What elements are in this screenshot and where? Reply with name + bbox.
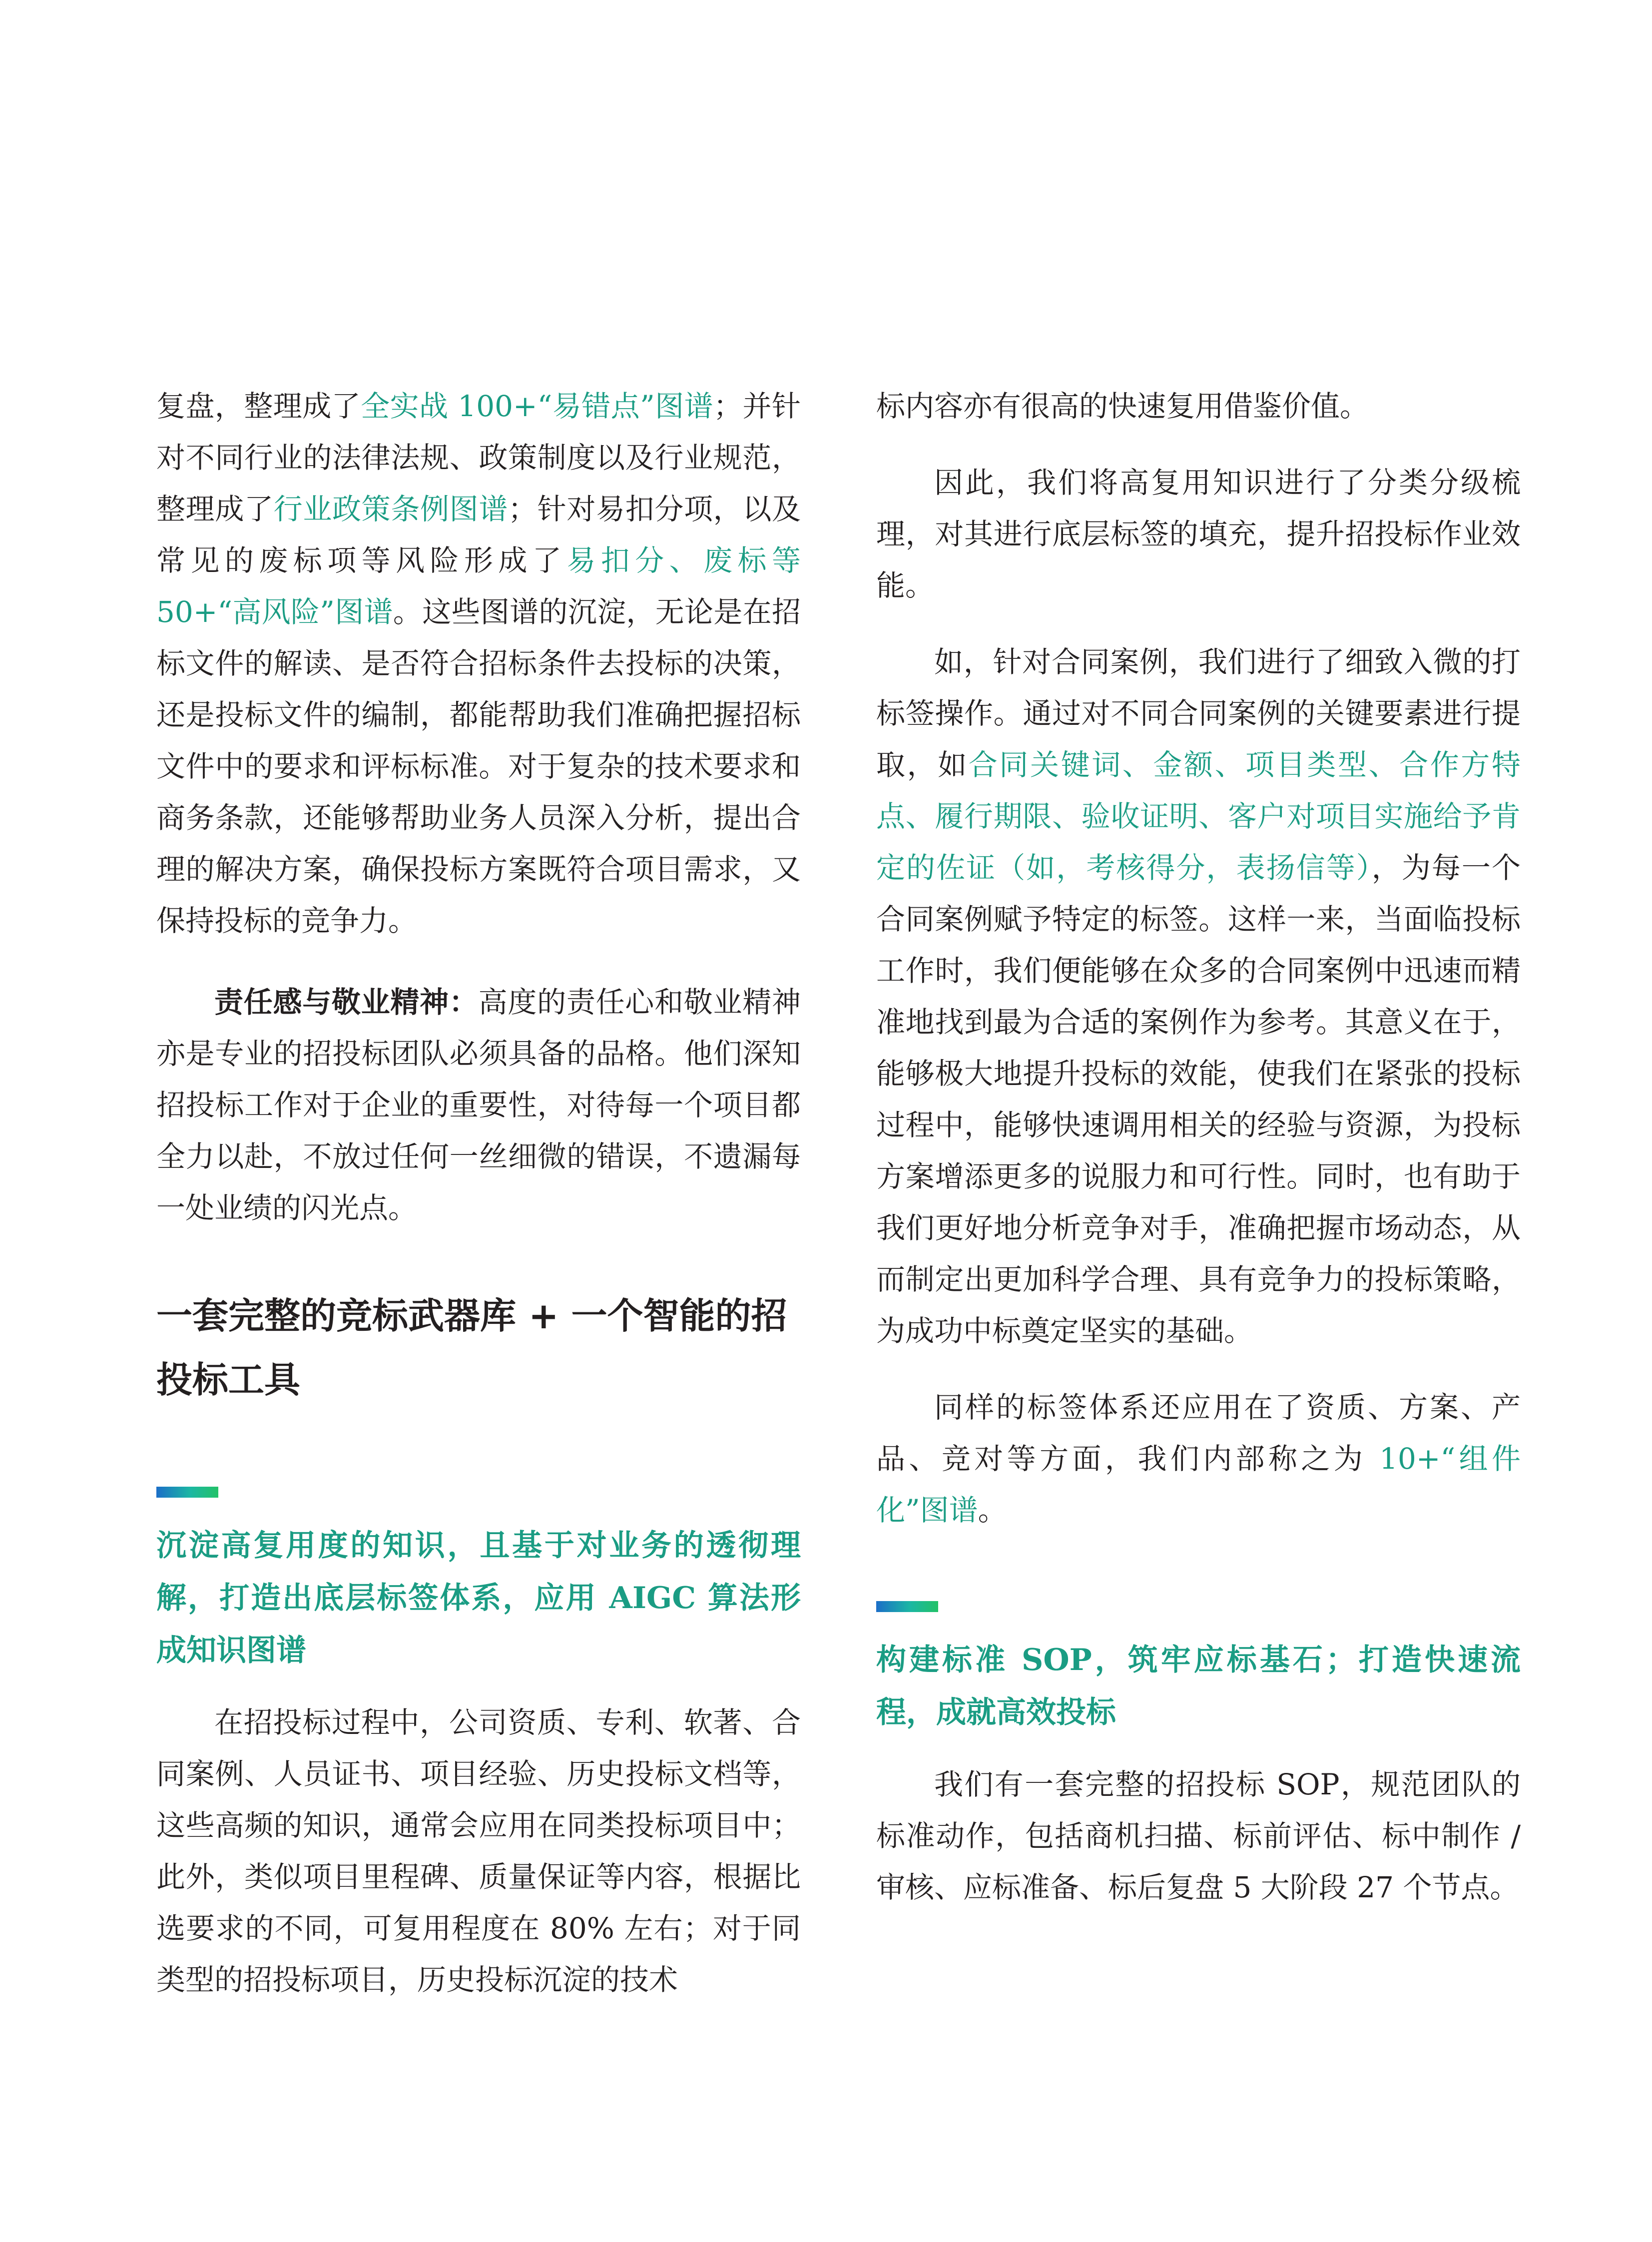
paragraph-responsibility [156,977,801,1234]
highlight-segment: 易扣分、废标等 50+“高风险”图谱 [156,544,801,629]
subheading-knowledge-graph: 沉淀高复用度的知识，且基于对业务的透彻理解，打造出底层标签体系，应用 AIGC 算法形成知识图谱 [156,1528,801,1668]
segment: ；针对易扣分项，以及常见的废标项等风险形成了 [156,492,801,577]
highlight-segment: 行业政策条例图谱 [273,492,508,526]
section-title: 一套完整的竞标武器库 + 一个智能的招投标工具 [156,1295,787,1401]
segment: 同样的标签体系还应用在了资质、方案、产品、竞对等方面，我们内部称之为 [876,1390,1521,1476]
paragraph-contract-tags [876,636,1521,1357]
right-column [876,381,1521,1926]
left-column [156,381,801,2019]
accent-bar [876,1601,938,1612]
paragraph-component-graph [876,1382,1521,1536]
paragraph-classification: 因此，我们将高复用知识进行了分类分级梳理，对其进行底层标签的填充，提升招投标作业效能。 [876,466,1521,602]
paragraph-lead: 责任感与敬业精神： [214,985,479,1019]
segment: 。这些图谱的沉淀，无论是在招标文件的解读、是否符合招标条件去投标的决策，还是投标文件的编制，都能帮助我们准确把握招标文件中的要求和评标标准。对于复杂的技术要求和商务条款，还能够帮助业务人员深入分析，提出合理的解决方案，确保投标方案既符合项目需求，又保持投标的竞争力。 [156,595,801,938]
subheading-sop: 构建标准 SOP，筑牢应标基石；打造快速流程，成就高效投标 [876,1643,1521,1730]
highlight-segment: 合同关键词、金额、项目类型、合作方特点、履行期限、验收证明、客户对项目实施给予肯定的佐证（如，考核得分，表扬信等） [876,748,1521,885]
segment: ，为每一个合同案例赋予特定的标签。这样一来，当面临投标工作时，我们便能够在众多的合同案例中迅速而精准地找到最为合适的案例作为参考。其意义在于，能够极大地提升投标的效能，使我们在紧张的投标过程中，能够快速调用相关的经验与资源，为投标方案增添更多的说服力和可行性。同时，也有助于我们更好地分析竞争对手，准确把握市场动态，从而制定出更加科学合理、具有竞争力的投标策略，为成功中标奠定坚实的基础。 [876,851,1521,1348]
segment: 复盘，整理成了 [156,389,361,423]
accent-bar [156,1487,218,1498]
highlight-segment: 全实战 100+“易错点”图谱 [361,389,714,423]
paragraph-text: 高度的责任心和敬业精神亦是专业的招投标团队必须具备的品格。他们深知招投标工作对于企业的重要性，对待每一个项目都全力以赴，不放过任何一丝细微的错误，不遗漏每一处业绩的闪光点。 [156,985,801,1225]
paragraph-reuse: 在招投标过程中，公司资质、专利、软著、合同案例、人员证书、项目经验、历史投标文档等，这些高频的知识，通常会应用在同类投标项目中；此外，类似项目里程碑、质量保证等内容，根据比选要求的不同，可复用程度在 80% 左右；对于同类型的招投标项目，历史投标沉淀的技术 [156,1705,801,1997]
segment: 如，针对合同案例，我们进行了细致入微的打标签操作。通过对不同合同案例的关键要素进行提取，如 [876,645,1521,782]
segment: ；并针对不同行业的法律法规、政策制度以及行业规范，整理成了 [156,389,801,526]
paragraph-continuation: 标内容亦有很高的快速复用借鉴价值。 [876,389,1369,423]
paragraph-sop: 我们有一套完整的招投标 SOP，规范团队的标准动作，包括商机扫描、标前评估、标中制作 / 审核、应标准备、标后复盘 5 大阶段 27 个节点。 [876,1767,1521,1904]
highlight-segment: 10+“组件化”图谱 [876,1442,1521,1527]
segment: 。 [978,1493,1007,1527]
paragraph-graph-summary [156,381,801,947]
